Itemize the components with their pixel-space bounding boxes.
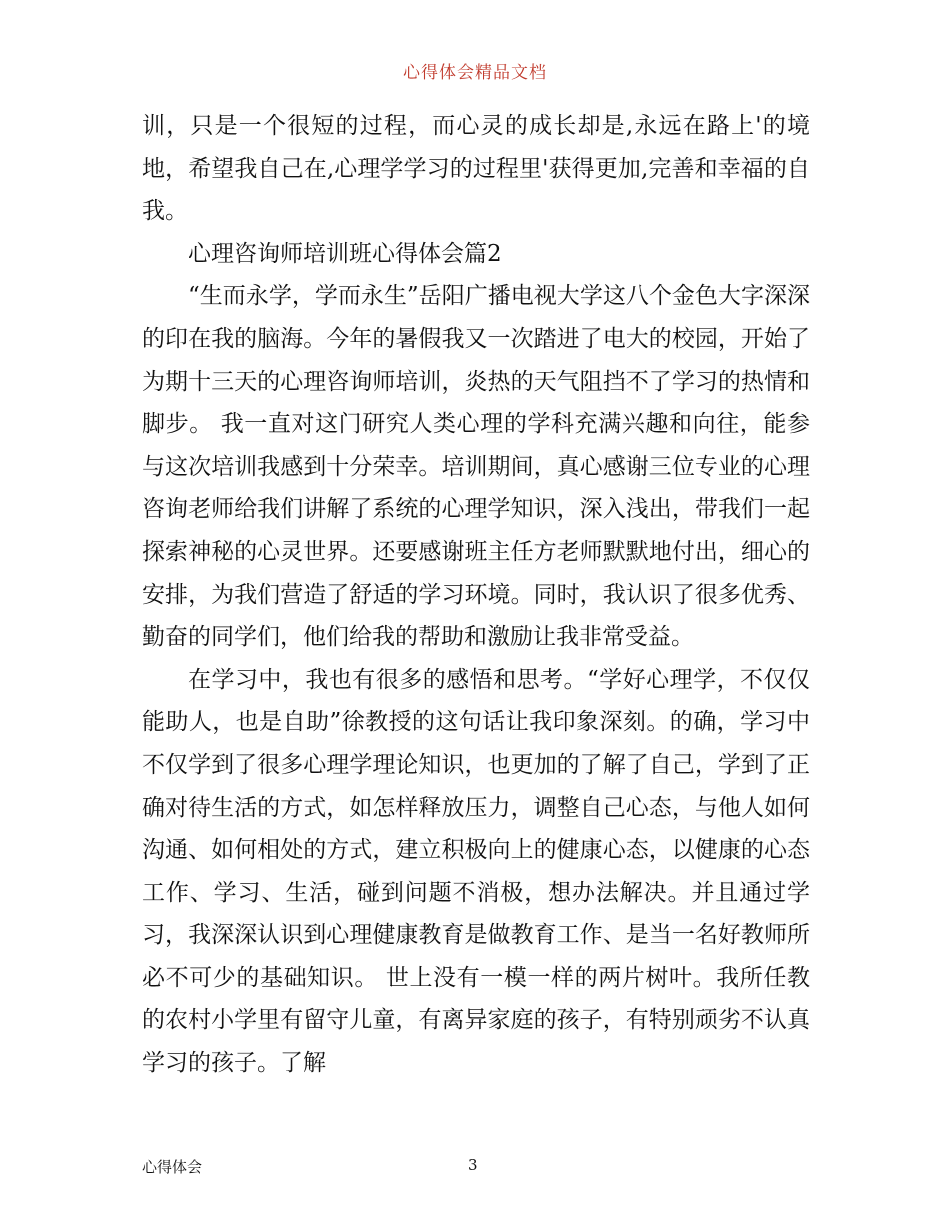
- footer-label: 心得体会: [142, 1158, 203, 1176]
- section-heading: 心理咨询师培训班心得体会篇2: [188, 240, 502, 267]
- document-body: [142, 105, 810, 1085]
- body-paragraph-1: “生而永学，学而永生”岳阳广播电视大学这八个金色大字深深的印在我的脑海。今年的暑假我又一次踏进了电大的校园，开始了为期十三天的心理咨询师培训，炎热的天气阻挡不了学习的热情和脚步。 我一直对这门研究人类心理的学科充满兴趣和向往，能参与这次培训我感到十分荣幸。培训期间，真心感谢三位专业的心理咨询老师给我们讲解了系统的心理学知识，深入浅出，带我们一起探索神秘的心灵世界。还要感谢班主任方老师默默地付出，细心的安排，为我们营造了舒适的学习环境。同时，我认识了很多优秀、勤奋的同学们，他们给我的帮助和激励让我非常受益。: [142, 283, 810, 651]
- body-paragraph-2: 在学习中，我也有很多的感悟和思考。“学好心理学，不仅仅能助人，也是自助”徐教授的这句话让我印象深刻。的确，学习中不仅学到了很多心理学理论知识，也更加的了解了自己，学到了正确对待生活的方式，如怎样释放压力，调整自己心态，与他人如何沟通、如何相处的方式，建立积极向上的健康心态，以健康的心态工作、学习、生活，碰到问题不消极，想办法解决。并且通过学习，我深深认识到心理健康教育是做教育工作、是当一名好教师所必不可少的基础知识。 世上没有一模一样的两片树叶。我所任教的农村小学里有留守儿童，有离异家庭的孩子，有特别顽劣不认真学习的孩子。了解: [142, 666, 810, 1077]
- document-header-title: 心得体会精品文档: [403, 63, 547, 83]
- continuation-paragraph: 训，只是一个很短的过程，而心灵的成长却是,永远在路上'的境地，希望我自己在,心理学学习的过程里'获得更加,完善和幸福的自我。: [142, 113, 810, 225]
- page-number: 3: [468, 1156, 478, 1174]
